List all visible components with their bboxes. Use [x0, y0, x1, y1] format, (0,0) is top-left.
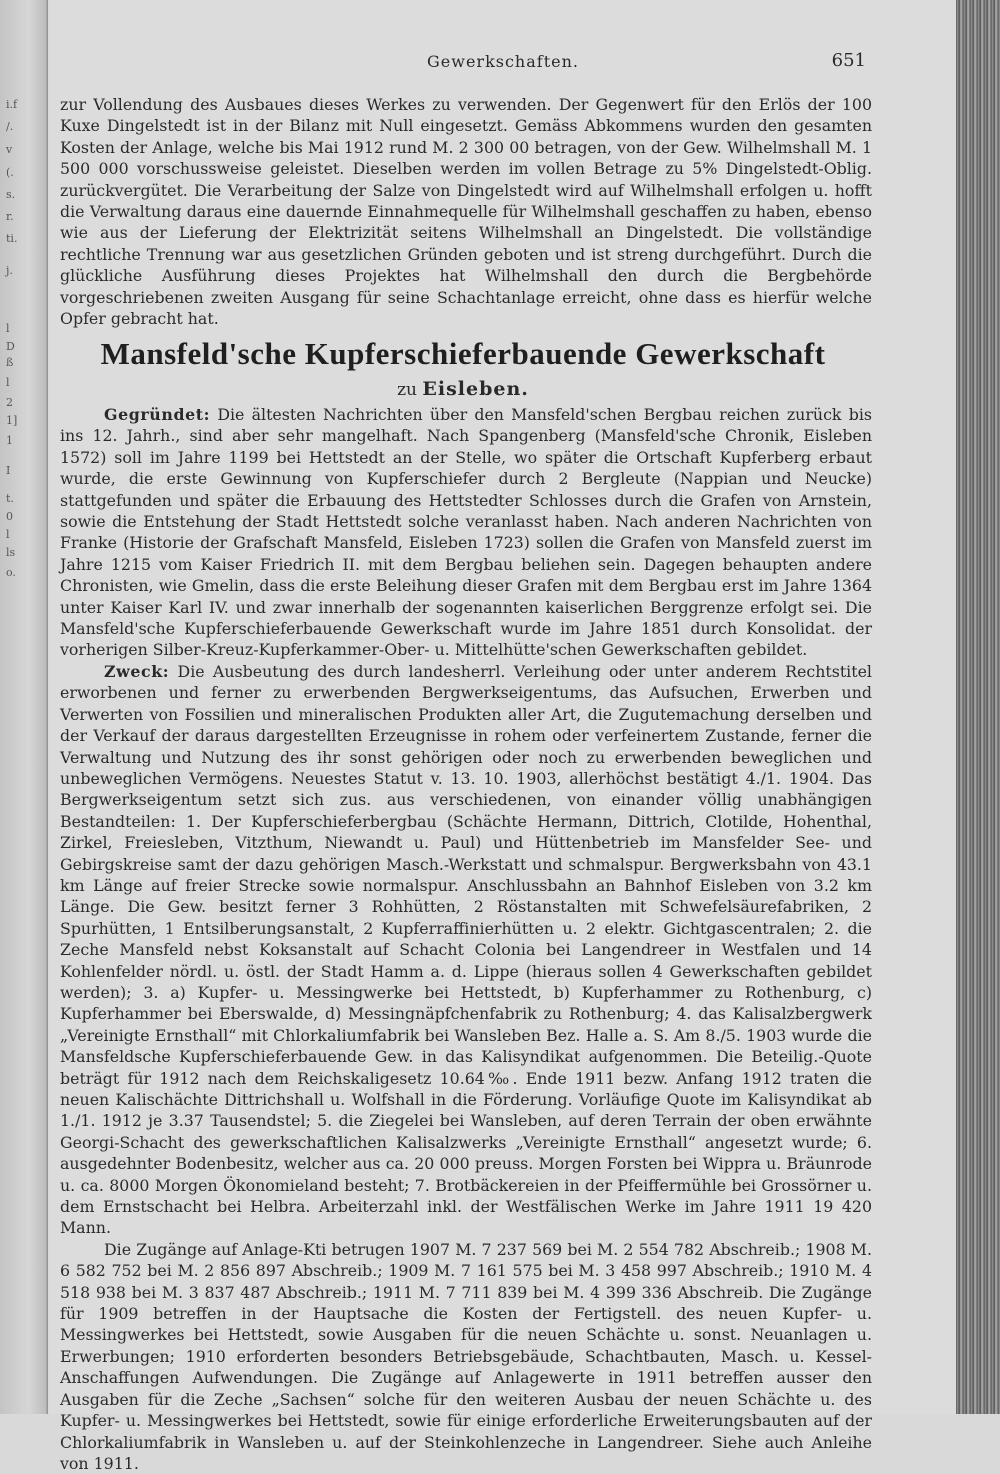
margin-mark: j. [6, 264, 13, 277]
zweck-text: Die Ausbeutung des durch landesherrl. Verleihung oder unter anderem Rechtstitel erworbenen und ferner zu erwerbenden Bergwerkseigentums, das Aufsuchen, Erwerben und Verwerten von Fossilien und mineralischen Produkten aller Art, die Zugutemachung derselben und der Verkauf der daraus dargestellten Erzeugnisse in rohem oder verfeinertem Zustande, ferner die Verwaltung und Nutzung des ihr sonst gehörigen oder noch zu erwerbenden beweglichen und unbeweglichen Vermögens. Neuestes Statut v. 13. 10. 1903, allerhöchst bestätigt 4./1. 1904. Das Bergwerkseigentum setzt sich zus. aus verschiedenen, von einander völlig unabhängigen Bestandteilen: 1. Der Kupferschieferbergbau (Schächte Hermann, Dittrich, Clotilde, Hohenthal, Zirkel, Freiesleben, Vitzthum, Niewandt u. Paul) und Hüttenbetrieb im Mansfelder See- und Gebirgskreise samt der dazu gehörigen Masch.-Werkstatt und schmalspur. Bergwerksbahn von 43.1 km Länge auf freier Strecke sowie normalspur. Anschlussbahn an Bahnhof Eisleben von 3.2 km Länge. Die Gew. besitzt ferner 3 Rohhütten, 2 Röstanstalten mit Schwefelsäurefabriken, 2 Spurhütten, 1 Entsilberungsanstalt, 2 Kupferraffinierhütten u. 2 elektr. Gichtgascentralen; 2. die Zeche Mansfeld nebst Koksanstalt auf Schacht Colonia bei Langendreer in Westfalen und 14 Kohlenfelder nördl. u. östl. der Stadt Hamm a. d. Lippe (hieraus sollen 4 Gewerkschaften gebildet werden); 3. a) Kupfer- u. Messingwerke bei Hettstedt, b) Kupferhammer zu Rothenburg, c) Kupferhammer bei Eberswalde, d) Messingnäpfchenfabrik zu Rothenburg; 4. das Kalisalzbergwerk „Vereinigte Ernsthall“ mit Chlorkaliumfabrik bei Wansleben Bez. Halle a. S. Am 8./5. 1903 wurde die Mansfeldsche Kupferschieferbauende Gew. in das Kalisyndikat aufgenommen. Die Beteilig.-Quote beträgt für 1912 nach dem Reichskaligesetz 10.64‰. Ende 1911 bezw. Anfang 1912 traten die neuen Kalischächte Dittrichshall u. Wolfshall in die Förderung. Vorläufige Quote im Kalisyndikat ab 1./1. 1912 je 3.37 Tausendstel; 5. die Ziegelei bei Wansleben, auf deren Terrain der oben erwähnte Georgi-Schacht des gewerkschaftlichen Kalisalzwerks „Vereinigte Ernsthall“ angesetzt wurde; 6. ausgedehnter Bodenbesitz, welcher aus ca. 20 000 preuss. Morgen Forsten bei Wippra u. Bräunrode u. ca. 8000 Morgen Ökonomieland besteht; 7. Brotbäckereien in der Pfeiffermühle bei Grossörner u. dem Ernstschacht bei Helbra. Arbeiterzahl inkl. der Westfälischen Werke im Jahre 1911 19 420 Mann. [60, 661, 872, 1238]
margin-mark: l [6, 322, 10, 335]
page-number: 651 [831, 50, 866, 71]
margin-mark: t. [6, 492, 14, 505]
company-title: Mansfeld'sche Kupferschieferbauende Gewerkschaft [100, 336, 826, 371]
margin-mark: ti. [6, 232, 18, 245]
location-name: Eisleben. [422, 378, 529, 400]
margin-mark: 1 [6, 434, 13, 447]
margin-mark: r. [6, 210, 14, 223]
running-title: Gewerkschaften. [427, 52, 579, 71]
continued-paragraph [60, 94, 872, 329]
margin-mark: s. [6, 188, 16, 201]
zugaenge-paragraph: Die Zugänge auf Anlage-Kti betrugen 1907 M. 7 237 569 bei M. 2 554 782 Abschreib.; 1908 M. 6 582 752 bei M. 2 856 897 Abschreib.; 1909 M. 7 161 575 bei M. 3 458 997 Abschreib.; 1910 M. 4 518 938 bei M. 3 837 487 Abschreib.; 1911 M. 7 711 839 bei M. 4 399 336 Abschreib. Die Zugänge für 1909 betreffen in der Hauptsache die Kosten der Fertigstell. des neuen Kupfer- u. Messingwerkes bei Hettstedt, sowie Ausgaben für die neuen Schächte u. sonst. Neuanlagen u. Erwerbungen; 1910 erforderten besonders Betriebsgebäude, Schachtbauten, Masch. u. Kessel-Anschaffungen Aufwendungen. Die Zugänge auf Anlagewerte in 1911 betreffen ausser den Ausgaben für die Zeche „Sachsen“ solche für den weiteren Ausbau der neuen Schächte u. des Kupfer- u. Messingwerkes bei Hettstedt, sowie für einige erforderliche Erweiterungsbauten auf der Chlorkaliumfabrik in Wansleben u. auf der Steinkohlenzeche in Langendreer. Siehe auch Anleihe von 1911. [60, 1239, 872, 1473]
margin-mark: I [6, 464, 11, 477]
margin-mark: 1] [6, 414, 18, 427]
margin-mark: (. [6, 166, 14, 179]
margin-mark: o. [6, 566, 16, 579]
gegruendet-paragraph [60, 404, 872, 661]
scan-right-edge [956, 0, 1000, 1414]
company-location [100, 378, 826, 400]
gegruendet-text: Die ältesten Nachrichten über den Mansfeld'schen Bergbau reichen zurück bis ins 12. Jahrh., sind aber sehr mangelhaft. Nach Spangenberg (Mansfeld'sche Chronik, Eisleben 1572) soll im Jahre 1199 bei Hettstedt an der Stelle, wo später die Ortschaft Kupferberg erbaut wurde, die erste Gewinnung von Kupferschiefer durch 2 Bergleute (Nappian und Neucke) stattgefunden und später die Erbauung des Hettstedter Schlosses durch die Grafen von Arnstein, sowie die Entstehung der Stadt Hettstedt solche veranlasst haben. Nach anderen Nachrichten von Franke (Historie der Grafschaft Mansfeld, Eisleben 1723) sollen die Grafen von Mansfeld zuerst im Jahre 1215 vom Kaiser Friedrich II. mit dem Bergbau beliehen sein. Dagegen behaupten andere Chronisten, wie Gmelin, dass die erste Beleihung dieser Grafen mit dem Bergbau erst im Jahre 1364 unter Kaiser Karl IV. und zwar innerhalb der sogenannten kaiserlichen Berggrenze erfolgt sei. Die Mansfeld'sche Kupferschieferbauende Gewerkschaft wurde im Jahre 1851 durch Konsolidat. der vorherigen Silber-Kreuz-Kupferkammer-Ober- u. Mittelhütte'schen Gewerkschaften gebildet. [60, 405, 872, 660]
paragraph: zur Vollendung des Ausbaues dieses Werkes zu verwenden. Der Gegenwert für den Erlös der 100 Kuxe Dingelstedt ist in der Bilanz mit Null eingesetzt. Gemäss Abkommens wurden den gesamten Kosten der Anlage, welche bis Mai 1912 rund M. 2 300 00 betragen, von der Gew. Wilhelmshall M. 1 500 000 vorschussweise geleistet. Dieselben werden im vollen Betrage zu 5% Dingelstedt-Oblig. zurückvergütet. Die Verarbeitung der Salze von Dingelstedt wird auf Wilhelmshall erfolgen u. hofft die Verwaltung daraus eine dauernde Einnahmequelle für Wilhelmshall geschaffen zu haben, ebenso wie aus der Lieferung der Elektrizität seitens Wilhelmshall an Dingelstedt. Die vollständige rechtliche Trennung war aus gesetzlichen Gründen geboten und ist streng durchgeführt. Durch die glückliche Ausführung dieses Projektes hat Wilhelmshall den durch die Bergbehörde vorgeschriebenen zweiten Ausgang für seine Schachtanlage erreicht, ohne dass es hierfür welche Opfer gebracht hat. [60, 95, 872, 329]
gegruendet-label: Gegründet: [104, 405, 211, 424]
margin-mark: l [6, 376, 10, 389]
margin-mark: ls [6, 546, 16, 559]
margin-mark: 2 [6, 396, 13, 409]
zweck-paragraph [60, 661, 872, 1239]
margin-mark: D [6, 340, 15, 353]
running-header [50, 48, 956, 72]
document-page [50, 0, 956, 1473]
margin-mark: 0 [6, 510, 13, 523]
company-entry [60, 404, 872, 1474]
zweck-label: Zweck: [104, 661, 170, 681]
margin-mark: /. [6, 120, 14, 133]
scan-left-edge [0, 0, 48, 1414]
margin-mark: ß [6, 356, 14, 369]
margin-mark: v [6, 143, 13, 156]
location-prefix: zu [397, 380, 417, 400]
margin-mark: i.f [6, 98, 18, 111]
margin-mark: l [6, 528, 10, 541]
